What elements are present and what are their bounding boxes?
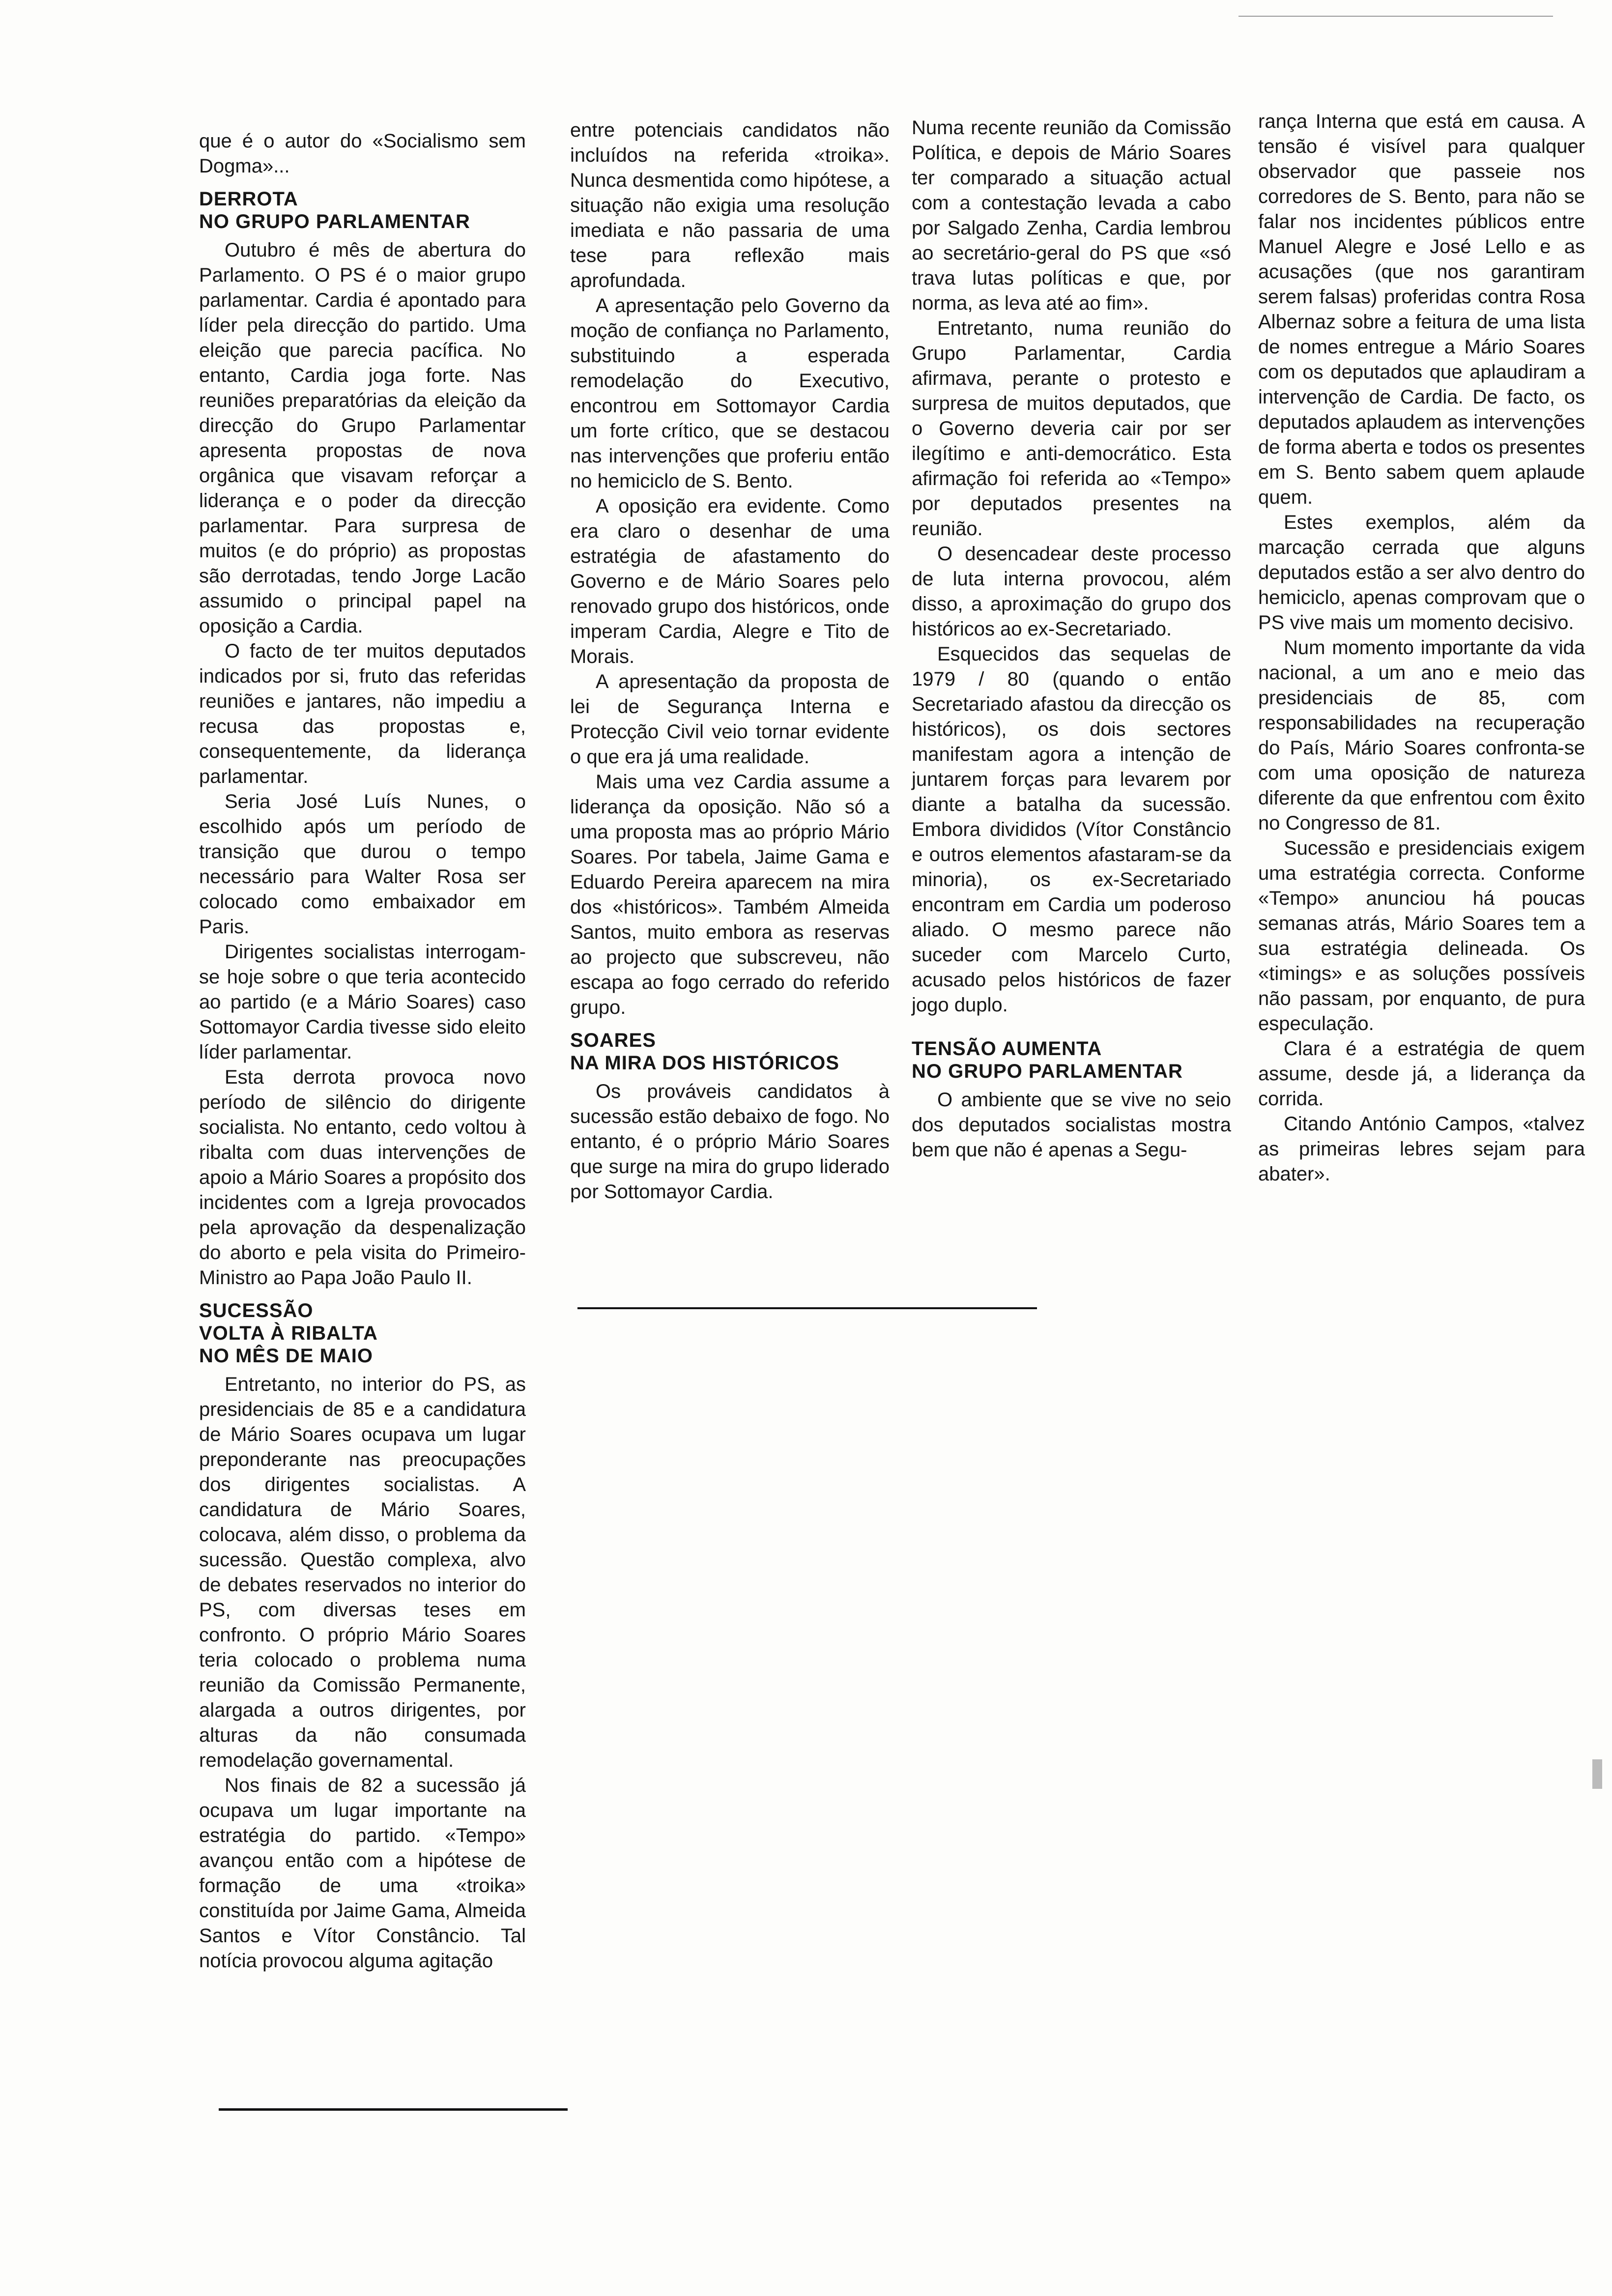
paragraph: Clara é a estratégia de quem assume, desde já, a liderança da corrida. <box>1258 1038 1585 1110</box>
paragraph: Entretanto, no interior do PS, as presidenciais de 85 e a candidatura de Mário Soares ocupava um lugar preponderante nas preocupações dos dirigentes socialistas. A candidatura de Mário Soares, colocava, além disso, o problema da sucessão. Questão complexa, alvo de debates reservados no interior do PS, com diversas teses em confronto. O próprio Mário Soares teria colocado o problema numa reunião da Comissão Permanente, alargada a outros dirigentes, por alturas da não consumada remodelação governamental. <box>199 1374 526 1771</box>
paragraph: Nos finais de 82 a sucessão já ocupava um lugar importante na estratégia do partido. «Tempo» avançou então com a hipótese de formação de uma «troika» constituída por Jaime Gama, Almeida Santos e Vítor Constâncio. Tal notícia provocou alguma agitação <box>199 1775 526 1972</box>
section-heading-tensao <box>912 1037 1231 1083</box>
paragraph: rança Interna que está em causa. A tensão é visível para qualquer observador que passeie nos corredores de S. Bento, para não se falar nos incidentes públicos entre Manuel Alegre e José Lello e as acusações (que nos garantiram serem falsas) proferidas contra Rosa Albernaz sobre a feitura de uma lista de nomes entregue a Mário Soares com os deputados que aplaudiram a intervenção de Cardia. De facto, os deputados aplaudem as intervenções de forma aberta e todos os presentes em S. Bento sabem quem aplaude quem. <box>1258 111 1585 508</box>
article-column-4 <box>1258 109 1585 1187</box>
heading-line: NO GRUPO PARLAMENTAR <box>912 1061 1183 1082</box>
paragraph: O ambiente que se vive no seio dos deputados socialistas mostra bem que não é apenas a Segu- <box>912 1089 1231 1161</box>
paragraph: A oposição era evidente. Como era claro o desenhar de uma estratégia de afastamento do Governo e de Mário Soares pelo renovado grupo dos históricos, onde imperam Cardia, Alegre e Tito de Morais. <box>570 495 890 667</box>
column-end-rule <box>219 2108 568 2111</box>
article-column-2 <box>570 118 890 1205</box>
heading-line: SOARES <box>570 1030 656 1051</box>
paragraph: Esquecidos das sequelas de 1979 / 80 (quando o então Secretariado afastou da direcção os históricos), os dois sectores manifestam agora a intenção de juntarem forças para levarem por diante a batalha da sucessão. Embora divididos (Vítor Constâncio e outros elementos afastaram-se da minoria), os ex-Secretariado encontram em Cardia um poderoso aliado. O mesmo parece não suceder com Marcelo Curto, acusado pelos históricos de fazer jogo duplo. <box>912 643 1231 1016</box>
heading-line: VOLTA À RIBALTA <box>199 1322 378 1344</box>
section-heading-derrota <box>199 188 526 233</box>
heading-line: NA MIRA DOS HISTÓRICOS <box>570 1052 839 1074</box>
section-heading-sucessao <box>199 1299 526 1367</box>
paragraph: Seria José Luís Nunes, o escolhido após um período de transição que durou o tempo necessário para Walter Rosa ser colocado como embaixador em Paris. <box>199 791 526 938</box>
column-end-rule <box>577 1307 1037 1309</box>
column-intro: que é o autor do «Socialismo sem Dogma»... <box>199 130 526 177</box>
heading-line: NO MÊS DE MAIO <box>199 1345 374 1367</box>
scan-edge-mark <box>1238 16 1553 17</box>
paragraph: A apresentação pelo Governo da moção de confiança no Parlamento, substituindo a esperada remodelação do Executivo, encontrou em Sottomayor Cardia um forte crítico, que se destacou nas intervenções que proferiu então no hemiciclo de S. Bento. <box>570 295 890 492</box>
paragraph: Entretanto, numa reunião do Grupo Parlamentar, Cardia afirmava, perante o protesto e surpresa de muitos deputados, que o Governo deveria cair por ser ilegítimo e anti-democrático. Esta afirmação foi referida ao «Tempo» por deputados presentes na reunião. <box>912 317 1231 540</box>
paragraph: entre potenciais candidatos não incluídos na referida «troika». Nunca desmentida como hipótese, a situação não exigia uma resolução imediata e não passaria de uma tese para reflexão mais aprofundada. <box>570 119 890 291</box>
section-heading-soares <box>570 1029 890 1074</box>
heading-line: NO GRUPO PARLAMENTAR <box>199 211 470 232</box>
paragraph: Sucessão e presidenciais exigem uma estratégia correcta. Conforme «Tempo» anunciou há poucas semanas atrás, Mário Soares tem a sua estratégia delineada. Os «timings» e as soluções possíveis não passam, por enquanto, de pura especulação. <box>1258 837 1585 1034</box>
paragraph: Numa recente reunião da Comissão Política, e depois de Mário Soares ter comparado a situação actual com a contestação levada a cabo por Salgado Zenha, Cardia lembrou ao secretário-geral do PS que «só trava lutas políticas e que, por norma, as leva até ao fim». <box>912 117 1231 314</box>
heading-line: SUCESSÃO <box>199 1300 314 1321</box>
paragraph: Os prováveis candidatos à sucessão estão debaixo de fogo. No entanto, é o próprio Mário Soares que surge na mira do grupo liderado por Sottomayor Cardia. <box>570 1081 890 1203</box>
paragraph: Dirigentes socialistas interrogam-se hoje sobre o que teria acontecido ao partido (e a Mário Soares) caso Sottomayor Cardia tivesse sido eleito líder parlamentar. <box>199 941 526 1063</box>
scan-edge-mark <box>1592 1759 1602 1789</box>
paragraph: Citando António Campos, «talvez as primeiras lebres sejam para abater». <box>1258 1113 1585 1185</box>
article-column-3 <box>912 115 1231 1163</box>
paragraph: Estes exemplos, além da marcação cerrada que alguns deputados estão a ser alvo dentro do hemiciclo, apenas comprovam que o PS vive mais um momento decisivo. <box>1258 512 1585 633</box>
paragraph: Mais uma vez Cardia assume a liderança da oposição. Não só a uma proposta mas ao próprio Mário Soares. Por tabela, Jaime Gama e Eduardo Pereira aparecem na mira dos «históricos». Também Almeida Santos, muito embora as reservas ao projecto que subscreveu, não escapa ao fogo cerrado do referido grupo. <box>570 771 890 1018</box>
heading-line: TENSÃO AUMENTA <box>912 1038 1102 1060</box>
paragraph: O facto de ter muitos deputados indicados por si, fruto das referidas reuniões e jantares, não impediu a recusa das propostas e, consequentemente, da liderança parlamentar. <box>199 640 526 787</box>
paragraph: Num momento importante da vida nacional, a um ano e meio das presidenciais de 85, com responsabilidades na recuperação do País, Mário Soares confronta-se com uma oposição de natureza diferente da que enfrentou com êxito no Congresso de 81. <box>1258 637 1585 834</box>
paragraph: A apresentação da proposta de lei de Segurança Interna e Protecção Civil veio tornar evidente o que era já uma realidade. <box>570 671 890 768</box>
paragraph: O desencadear deste processo de luta interna provocou, além disso, a aproximação do grupo dos históricos ao ex-Secretariado. <box>912 543 1231 640</box>
paragraph: Outubro é mês de abertura do Parlamento. O PS é o maior grupo parlamentar. Cardia é apontado para líder pela direcção do partido. Uma eleição que parecia pacífica. No entanto, Cardia joga forte. Nas reuniões preparatórias da eleição da direcção do Grupo Parlamentar apresenta propostas de nova orgânica que visavam reforçar a liderança e o poder da direcção parlamentar. Para surpresa de muitos (e do próprio) as propostas são derrotadas, tendo Jorge Lacão assumido o principal papel na oposição a Cardia. <box>199 239 526 637</box>
article-column-1 <box>199 129 526 1974</box>
heading-line: DERROTA <box>199 188 298 210</box>
paragraph: Esta derrota provoca novo período de silêncio do dirigente socialista. No entanto, cedo voltou à ribalta com duas intervenções de apoio a Mário Soares a propósito dos incidentes com a Igreja provocados pela aprovação da despenalização do aborto e pela visita do Primeiro-Ministro ao Papa João Paulo II. <box>199 1066 526 1289</box>
